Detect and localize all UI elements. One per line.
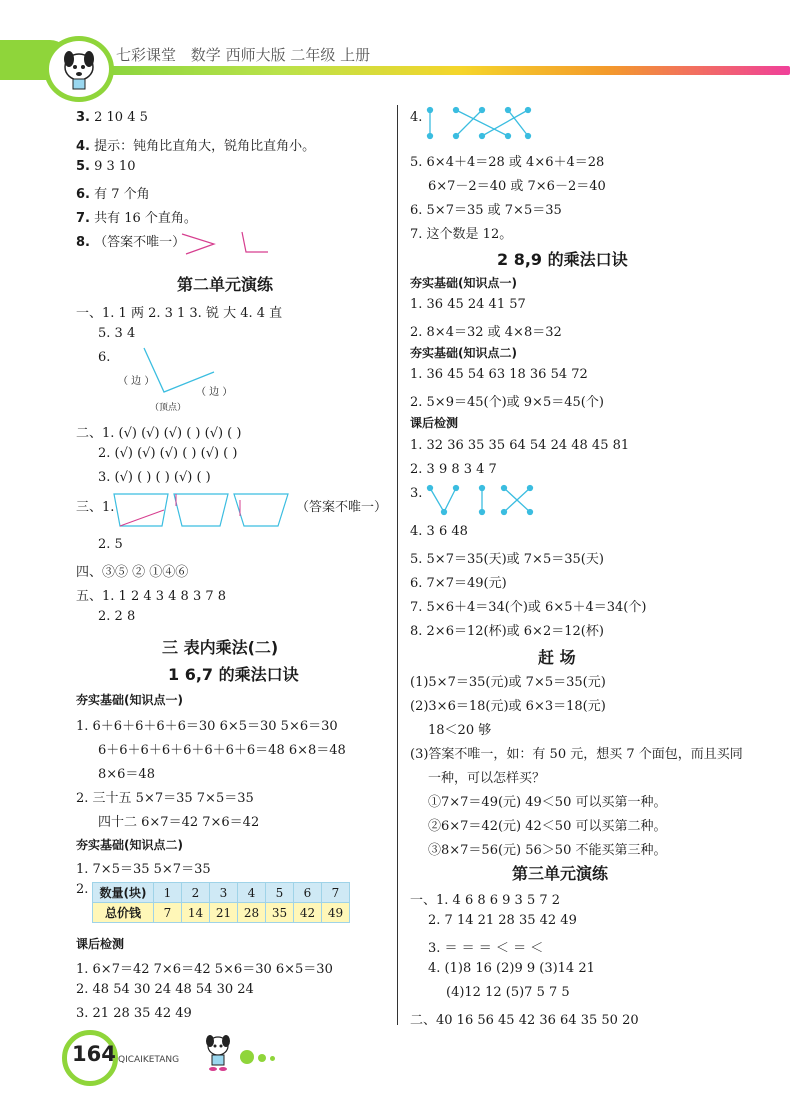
answer-line: 2. [76,882,89,897]
answer-line: 7. 5×6＋4＝34(个)或 6×5＋4＝34(个) [410,600,647,615]
answer-line: 一种，可以怎样买？ [428,771,546,786]
answer-line: 2. 三十五 5×7＝35 7×5＝35 [76,791,254,806]
answer-line: 2. 5×9＝45(个)或 9×5＝45(个) [410,395,604,410]
answer-line: ①7×7＝49(元) 49＜50 可以买第一种。 [428,795,667,810]
chapter3-title: 三 表内乘法(二) [162,638,279,657]
edge-label: （ 边 ） [196,387,233,398]
table-header: 总价钱 [93,903,154,923]
answer-line: 4. 提示：钝角比直角大，锐角比直角小。 [76,139,316,154]
matching-lines-drawing [424,106,534,142]
answer-line: 2. 2 8 [98,609,136,624]
answer-line: 8. 2×6＝12(杯)或 6×2＝12(杯) [410,624,604,639]
price-table [92,882,350,923]
answer-line: 一、1. 4 6 8 6 9 3 5 7 2 [410,893,561,908]
footer-dot [258,1054,266,1062]
answer-line: 6＋6＋6＋6＋6＋6＋6＋6＝48 6×8＝48 [98,743,346,758]
answer-line: (3)答案不唯一，如：有 50 元，想买 7 个面包，而且买同 [410,747,743,762]
answer-line: 2. 7 14 21 28 35 42 49 [428,913,577,928]
table-cell: 7 [322,883,350,903]
unit2-title: 第二单元演练 [177,275,274,294]
subheading: 课后检测 [76,937,125,951]
answer-line: 三、1. [76,500,115,515]
table-cell: 14 [182,903,210,923]
table-cell: 1 [154,883,182,903]
unit3-title: 第三单元演练 [512,864,609,883]
footer-dot [270,1056,275,1061]
answer-line: 18＜20 够 [428,723,492,738]
trapezoid-drawings [112,492,292,530]
answer-line: 二、40 16 56 45 42 36 64 35 50 20 [410,1013,639,1028]
answer-line: 3. ＝ ＝ ＝ ＜ ＝ ＜ [428,941,544,956]
answer-line: 6. 5×7＝35 或 7×5＝35 [410,203,562,218]
vertex-label: （顶点） [150,403,187,413]
answer-line: 1. 36 45 24 41 57 [410,297,526,312]
ganchang-title: 赶 场 [538,648,576,667]
answer-line: 7. 共有 16 个直角。 [76,211,197,226]
answer-line: 6×7－2＝40 或 7×6－2＝40 [428,179,606,194]
subheading: 夯实基础(知识点一) [410,276,517,290]
answer-line: 6. [98,350,111,365]
answer-line: 5. 6×4＋4＝28 或 4×6＋4＝28 [410,155,605,170]
answer-line: 四十二 6×7＝42 7×6＝42 [98,815,260,830]
edge-label: （ 边 ） [118,376,155,387]
answer-line: 3. (√) ( ) ( ) (√) ( ) [98,470,211,485]
answer-line: 4. 3 6 48 [410,524,468,539]
answer-line: 8. （答案不唯一） [76,235,186,250]
answer-line: 四、③⑤ ② ①④⑥ [76,565,189,580]
answer-line: ③8×7＝56(元) 56＞50 不能买第三种。 [428,843,667,858]
answer-line: 5. 3 4 [98,326,136,341]
answer-line: 2. 8×4＝32 或 4×8＝32 [410,325,562,340]
table-cell: 49 [322,903,350,923]
answer-line: 7. 这个数是 12。 [410,227,513,242]
answer-line: 6. 有 7 个角 [76,187,150,202]
answer-line: (2)3×6＝18(元)或 6×3＝18(元) [410,699,606,714]
table-cell: 21 [210,903,238,923]
section1-title: 1 6,7 的乘法口诀 [168,665,299,684]
answer-line: (1)5×7＝35(元)或 7×5＝35(元) [410,675,606,690]
answer-line: 2. 5 [98,537,123,552]
answer-line: 3. [410,486,423,501]
table-cell: 4 [238,883,266,903]
angle-drawing [180,228,270,258]
table-cell: 5 [266,883,294,903]
footer-brand: QICAIKETANG [118,1055,180,1065]
table-row [93,883,350,903]
answer-line: (4)12 12 (5)7 5 7 5 [446,985,570,1000]
table-row [93,903,350,923]
footer-mascot-icon [200,1032,236,1076]
note-text: （答案不唯一） [296,500,388,515]
answer-line: 一、1. 1 两 2. 3 1 3. 锐 大 4. 4 直 [76,306,283,321]
page-number: 164 [72,1042,116,1066]
answer-line: 1. 7×5＝35 5×7＝35 [76,862,211,877]
answer-line: 3. 21 28 35 42 49 [76,1006,192,1021]
subheading: 课后检测 [410,416,459,430]
answer-line: 5. 9 3 10 [76,159,136,174]
answer-line: 2. 48 54 30 24 48 54 30 24 [76,982,254,997]
answer-line: 二、1. (√) (√) (√) ( ) (√) ( ) [76,426,242,441]
answer-line: 6. 7×7＝49(元) [410,576,507,591]
answer-line: 1. 32 36 35 35 64 54 24 48 45 81 [410,438,630,453]
column-divider [397,105,398,1025]
subheading: 夯实基础(知识点二) [76,838,183,852]
mascot-dog-icon [44,36,114,102]
subheading: 夯实基础(知识点一) [76,693,183,707]
section2-title: 2 8,9 的乘法口诀 [497,250,628,269]
answer-line: 1. 36 45 54 63 18 36 54 72 [410,367,588,382]
answer-line: 1. 6×7＝42 7×6＝42 5×6＝30 6×5＝30 [76,962,333,977]
book-info: 数学 西师大版 二年级 上册 [190,46,371,64]
table-cell: 42 [294,903,322,923]
answer-line: 五、1. 1 2 4 3 4 8 3 7 8 [76,589,227,604]
header-rainbow-stripe [60,66,790,75]
table-cell: 7 [154,903,182,923]
matching-lines-drawing [424,484,536,518]
table-cell: 35 [266,903,294,923]
answer-line: 2. (√) (√) (√) ( ) (√) ( ) [98,446,238,461]
answer-line: 5. 5×7＝35(天)或 7×5＝35(天) [410,552,604,567]
table-cell: 28 [238,903,266,923]
answer-line: 2. 3 9 8 3 4 7 [410,462,497,477]
answer-line: 8×6＝48 [98,767,155,782]
answer-line: 1. 6＋6＋6＋6＋6＝30 6×5＝30 5×6＝30 [76,719,338,734]
answer-line: 4. (1)8 16 (2)9 9 (3)14 21 [428,961,595,976]
series-name: 七彩课堂 [116,46,177,64]
table-cell: 6 [294,883,322,903]
answer-line: 3. 2 10 4 5 [76,110,148,125]
subheading: 夯实基础(知识点二) [410,346,517,360]
table-header: 数量(块) [93,883,154,903]
table-cell: 3 [210,883,238,903]
footer-dot [240,1050,254,1064]
table-cell: 2 [182,883,210,903]
answer-line: 4. [410,110,423,125]
header-title [116,44,380,65]
answer-line: ②6×7＝42(元) 42＜50 可以买第二种。 [428,819,667,834]
